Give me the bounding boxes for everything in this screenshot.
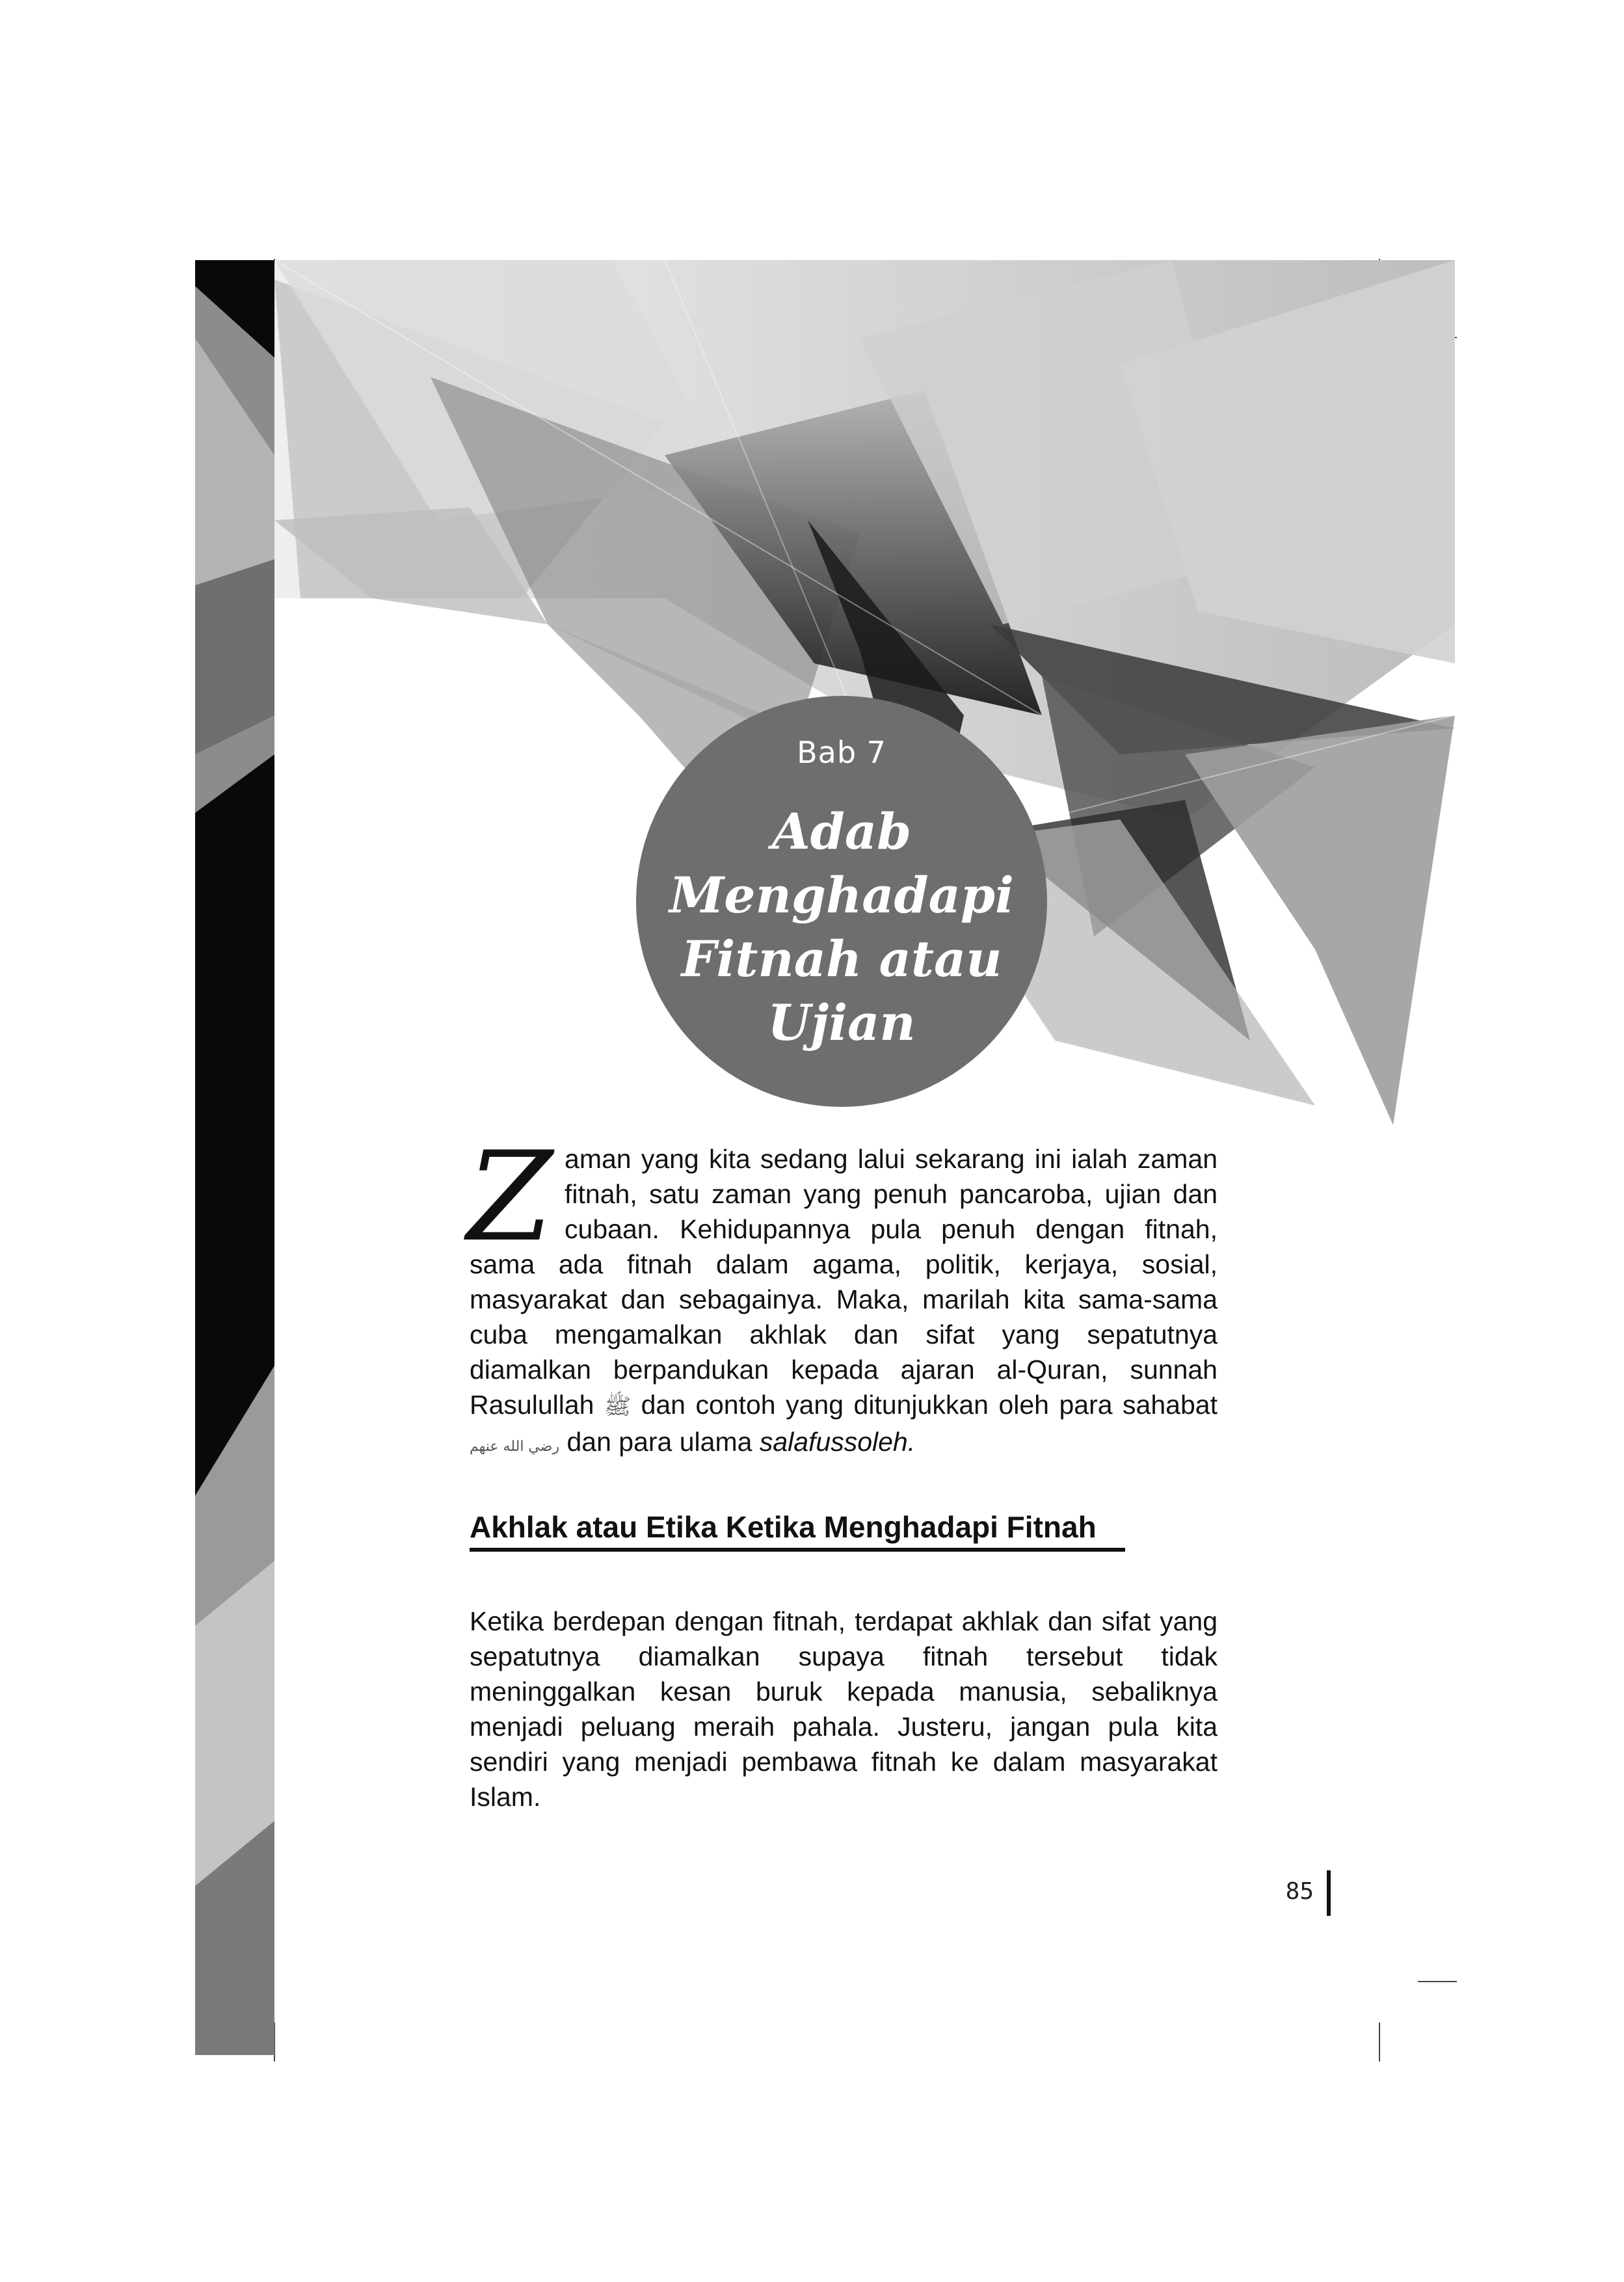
chapter-title-line: Adab — [771, 803, 912, 860]
chapter-title-line: Ujian — [767, 994, 916, 1052]
drop-cap: Z — [467, 1125, 553, 1269]
section-paragraph: Ketika berdepan dengan fitnah, terdapat akhlak dan sifat yang sepatutnya diamalkan supaya fitnah tersebut tidak meninggalkan kesan buruk kepada manusia, sebaliknya menjadi peluang meraih pahala. Justeru, jangan pula kita sendiri yang menjadi pembawa fitnah ke dalam masyarakat Islam. — [470, 1606, 1218, 1812]
intro-italic: salafussoleh. — [759, 1427, 916, 1457]
chapter-title-line: Menghadapi — [669, 866, 1014, 924]
page-number: 85 — [1285, 1878, 1314, 1905]
left-decorative-strip — [195, 260, 274, 2055]
honorific-prophet-icon: ﷺ — [604, 1394, 632, 1420]
page-number-rule — [1327, 1870, 1331, 1916]
crop-mark — [1418, 1981, 1457, 1982]
chapter-title — [656, 800, 1028, 1055]
intro-text: aman yang kita sedang lalui sekarang ini ialah zaman fitnah, satu zaman yang penuh pancaroba, ujian dan cubaan. Kehidupannya pula penuh dengan fitnah, sama ada fitnah dalam agama, politik, kerjaya, sosial, masyarakat dan sebagainya. Maka, marilah kita sama-sama cuba mengamalkan akhlak dan sifat yang sepatutnya diamalkan berpandukan kepada ajaran al-Quran, sunnah Rasulullah — [470, 1144, 1218, 1420]
intro-paragraph — [467, 1125, 1218, 1465]
chapter-badge — [636, 696, 1047, 1107]
section-heading: Akhlak atau Etika Ketika Menghadapi Fitnah — [470, 1507, 1125, 1552]
chapter-title-line: Fitnah atau — [681, 930, 1002, 988]
intro-text: dan para ulama — [566, 1427, 752, 1457]
chapter-label: Bab 7 — [797, 735, 886, 770]
intro-text: dan contoh yang ditunjukkan oleh para sahabat — [641, 1390, 1218, 1420]
honorific-companions-icon: رضي الله عنهم — [470, 1439, 560, 1455]
crop-mark — [1379, 2023, 1380, 2062]
